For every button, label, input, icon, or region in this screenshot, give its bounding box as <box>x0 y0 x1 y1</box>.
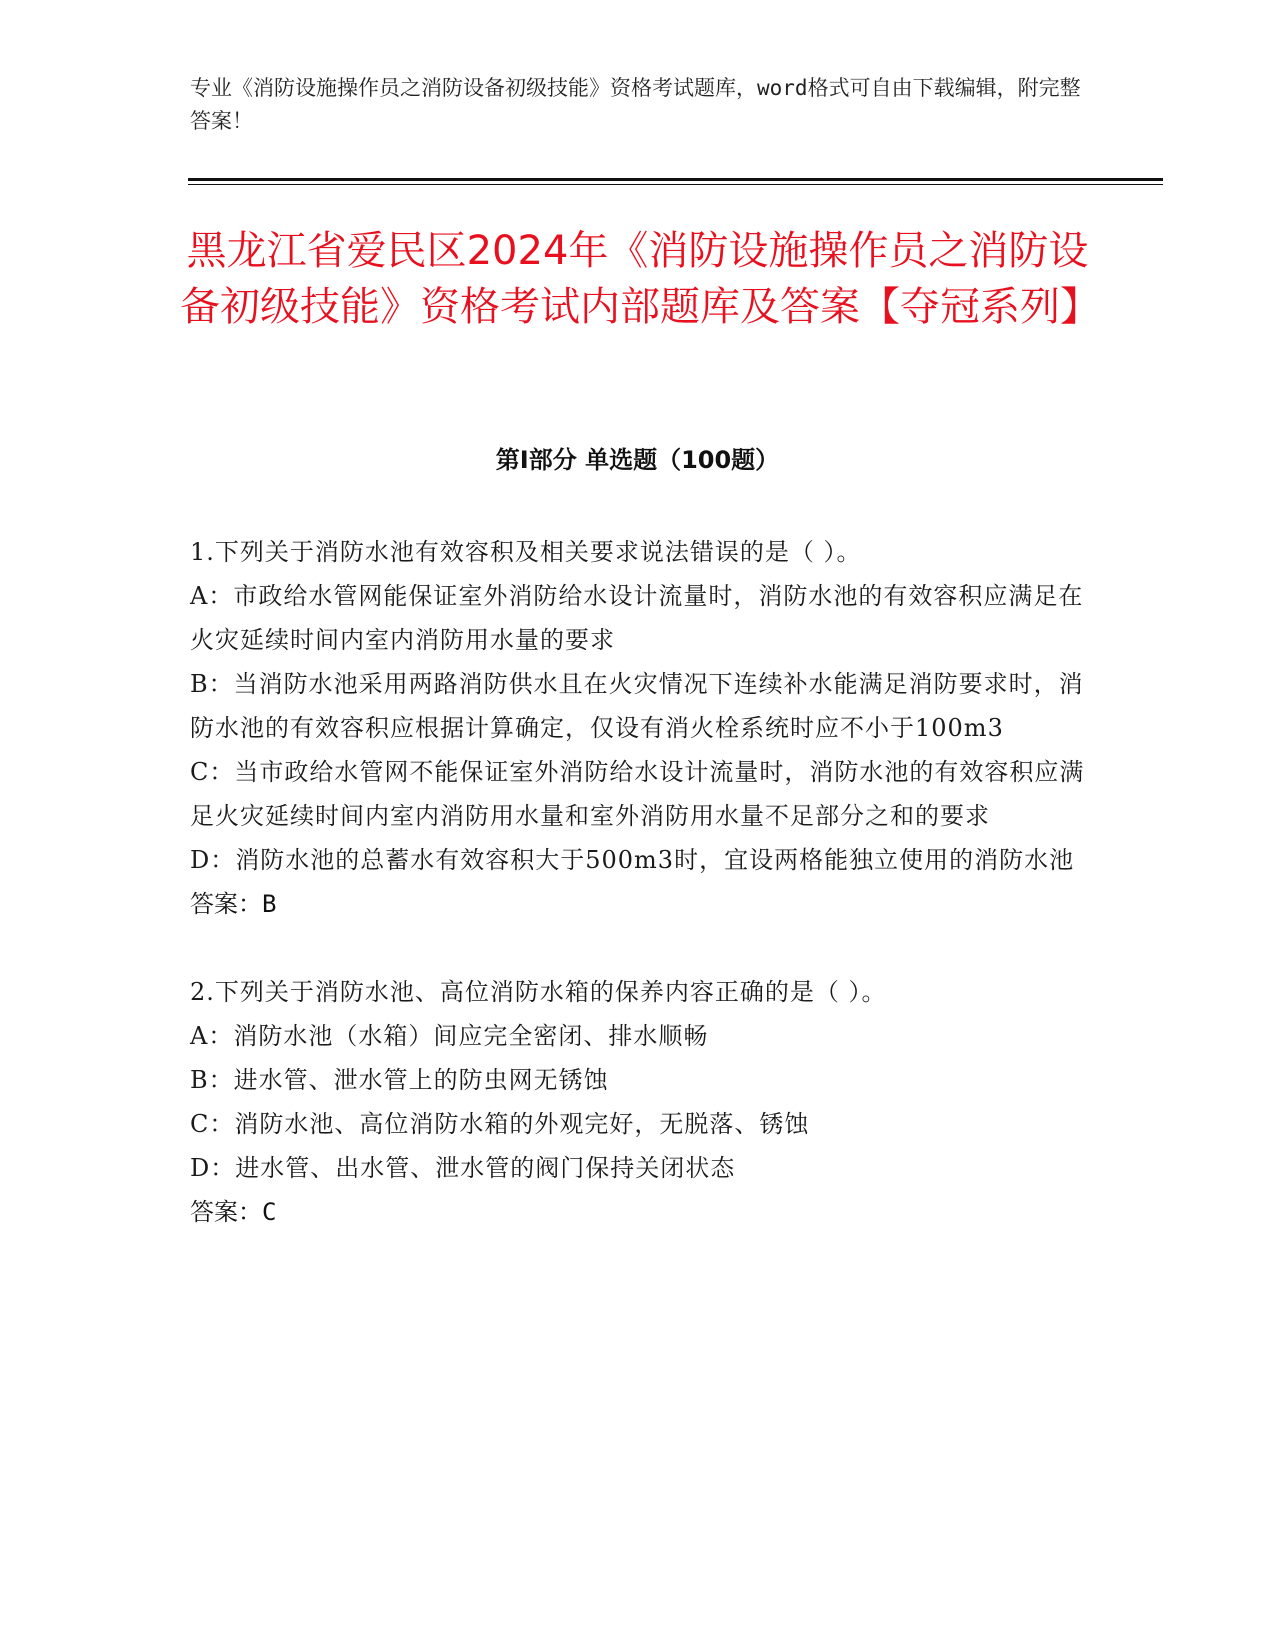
answer-label: 答案： <box>190 890 262 918</box>
header-rule-thin <box>188 184 1163 185</box>
header-rule-thick <box>188 178 1163 181</box>
answer-row <box>190 882 1090 926</box>
option-a: A：市政给水管网能保证室外消防给水设计流量时，消防水池的有效容积应满足在火灾延续时间内室内消防用水量的要求 <box>190 582 1084 654</box>
answer-row <box>190 1190 1090 1234</box>
question-2 <box>190 970 1090 1234</box>
section-heading: 第Ⅰ部分 单选题（100题） <box>495 446 780 474</box>
option-d: D：进水管、出水管、泄水管的阀门保持关闭状态 <box>190 1154 736 1182</box>
question-stem: 2.下列关于消防水池、高位消防水箱的保养内容正确的是（ ）。 <box>190 978 887 1006</box>
question-stem: 1.下列关于消防水池有效容积及相关要求说法错误的是（ ）。 <box>190 538 862 566</box>
question-1 <box>190 530 1090 926</box>
document-title: 黑龙江省爱民区2024年《消防设施操作员之消防设备初级技能》资格考试内部题库及答案【夺冠系列】 <box>180 228 1100 330</box>
option-c: C：当市政给水管网不能保证室外消防给水设计流量时，消防水池的有效容积应满足火灾延续时间内室内消防用水量和室外消防用水量不足部分之和的要求 <box>190 758 1085 830</box>
option-d: D：消防水池的总蓄水有效容积大于500m3时，宜设两格能独立使用的消防水池 <box>190 846 1075 874</box>
option-a: A：消防水池（水箱）间应完全密闭、排水顺畅 <box>190 1022 709 1050</box>
answer-value: B <box>262 890 277 918</box>
option-c: C：消防水池、高位消防水箱的外观完好，无脱落、锈蚀 <box>190 1110 810 1138</box>
answer-label: 答案： <box>190 1198 262 1226</box>
option-b: B：当消防水池采用两路消防供水且在火灾情况下连续补水能满足消防要求时，消防水池的有效容积应根据计算确定，仅设有消火栓系统时应不小于100m3 <box>190 670 1084 742</box>
header-note: 专业《消防设施操作员之消防设备初级技能》资格考试题库，word格式可自由下载编辑，附完整答案！ <box>190 76 1081 133</box>
question-list <box>190 530 1090 1234</box>
answer-value: C <box>262 1198 277 1226</box>
option-b: B：进水管、泄水管上的防虫网无锈蚀 <box>190 1066 609 1094</box>
